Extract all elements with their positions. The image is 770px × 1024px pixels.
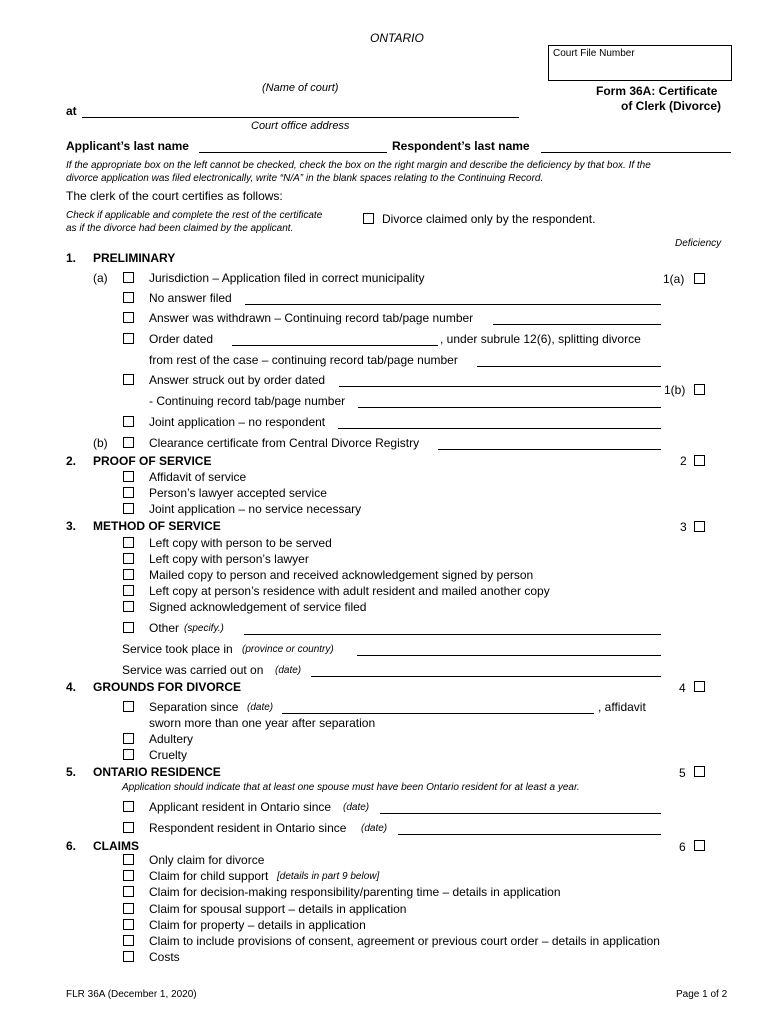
child-support-note: [details in part 9 below] [277, 871, 380, 882]
applicant-last-name-field[interactable] [199, 152, 387, 153]
section4-number: 4. [66, 680, 77, 694]
lawyer-accepted-label: Person’s lawyer accepted service [149, 486, 327, 500]
left-copy-residence-label: Left copy at person’s residence with adult resident and mailed another copy [149, 584, 550, 598]
deficiency-1b-label: 1(b) [664, 383, 686, 397]
deficiency-1b-checkbox[interactable] [694, 384, 705, 395]
joint-no-respondent-field[interactable] [338, 428, 661, 429]
deficiency-4-checkbox[interactable] [694, 681, 705, 692]
child-support-label: Claim for child support [149, 869, 269, 883]
section3-number: 3. [66, 519, 77, 533]
applicant-last-name-label: Applicant’s last name [66, 139, 189, 153]
separation-checkbox[interactable] [123, 701, 134, 712]
jurisdiction-checkbox[interactable] [123, 272, 134, 283]
form-title-line2: of Clerk (Divorce) [621, 99, 722, 113]
joint-no-respondent-checkbox[interactable] [123, 416, 134, 427]
respondent-last-name-label: Respondent’s last name [392, 139, 530, 153]
applicant-resident-date-field[interactable] [380, 813, 661, 814]
respondent-resident-date-field[interactable] [398, 834, 661, 835]
parenting-claim-checkbox[interactable] [123, 886, 134, 897]
continuing-record-field[interactable] [358, 407, 661, 408]
check-if-line2: as if the divorce had been claimed by the applicant. [66, 223, 294, 234]
consent-provisions-checkbox[interactable] [123, 935, 134, 946]
struck-out-date-field[interactable] [339, 386, 661, 387]
other-service-field[interactable] [244, 634, 661, 635]
order-dated-field[interactable] [232, 345, 438, 346]
costs-label: Costs [149, 950, 180, 964]
signed-ack-label: Signed acknowledgement of service filed [149, 600, 367, 614]
sworn-label: sworn more than one year after separation [149, 716, 376, 730]
clearance-label: Clearance certificate from Central Divorce Registry [149, 436, 420, 450]
deficiency-4-label: 4 [679, 681, 686, 695]
only-divorce-checkbox[interactable] [123, 854, 134, 865]
section5-number: 5. [66, 765, 77, 779]
continuing-record-label: - Continuing record tab/page number [149, 394, 346, 408]
s1-a-label: (a) [93, 271, 108, 285]
left-copy-person-checkbox[interactable] [123, 537, 134, 548]
struck-out-label: Answer struck out by order dated [149, 373, 326, 387]
parenting-claim-label: Claim for decision-making responsibility/parenting time – details in application [149, 885, 561, 899]
struck-out-checkbox[interactable] [123, 374, 134, 385]
consent-provisions-label: Claim to include provisions of consent, agreement or previous court order – details in application [149, 934, 660, 948]
deficiency-1a-label: 1(a) [663, 272, 685, 286]
applicant-resident-checkbox[interactable] [123, 801, 134, 812]
service-took-place-label: Service took place in [122, 642, 233, 656]
service-carried-out-label: Service was carried out on [122, 663, 264, 677]
clerk-certifies: The clerk of the court certifies as follows: [66, 189, 283, 203]
section6-number: 6. [66, 839, 77, 853]
at-label: at [66, 104, 77, 118]
order-dated-checkbox[interactable] [123, 333, 134, 344]
lawyer-accepted-checkbox[interactable] [123, 487, 134, 498]
no-answer-checkbox[interactable] [123, 292, 134, 303]
mailed-copy-checkbox[interactable] [123, 569, 134, 580]
cruelty-label: Cruelty [149, 748, 188, 762]
section6-title: CLAIMS [93, 839, 139, 853]
province-heading: ONTARIO [370, 31, 424, 45]
section1-title: PRELIMINARY [93, 251, 176, 265]
clearance-field[interactable] [438, 449, 661, 450]
from-rest-label: from rest of the case – continuing record tab/page number [149, 353, 458, 367]
form-title-line1: Form 36A: Certificate [596, 84, 718, 98]
section1-number: 1. [66, 251, 77, 265]
mailed-copy-label: Mailed copy to person and received acknowledgement signed by person [149, 568, 534, 582]
no-answer-field[interactable] [245, 304, 661, 305]
joint-no-service-checkbox[interactable] [123, 503, 134, 514]
jurisdiction-label: Jurisdiction – Application filed in correct municipality [149, 271, 425, 285]
order-dated-label: Order dated [149, 332, 214, 346]
deficiency-5-label: 5 [679, 766, 686, 780]
deficiency-6-label: 6 [679, 840, 686, 854]
joint-no-respondent-label: Joint application – no respondent [149, 415, 326, 429]
cruelty-checkbox[interactable] [123, 749, 134, 760]
withdrawn-checkbox[interactable] [123, 312, 134, 323]
property-claim-checkbox[interactable] [123, 919, 134, 930]
only-divorce-label: Only claim for divorce [149, 853, 265, 867]
property-claim-label: Claim for property – details in application [149, 918, 366, 932]
court-office-address-field[interactable] [82, 117, 519, 118]
service-date-field[interactable] [311, 676, 661, 677]
spousal-support-checkbox[interactable] [123, 903, 134, 914]
court-office-address-label: Court office address [251, 120, 350, 132]
section2-number: 2. [66, 454, 77, 468]
left-copy-lawyer-checkbox[interactable] [123, 553, 134, 564]
court-file-number-label: Court File Number [553, 48, 635, 59]
section3-title: METHOD OF SERVICE [93, 519, 221, 533]
left-copy-person-label: Left copy with person to be served [149, 536, 332, 550]
respondent-last-name-field[interactable] [541, 152, 731, 153]
adultery-label: Adultery [149, 732, 194, 746]
no-answer-label: No answer filed [149, 291, 232, 305]
child-support-checkbox[interactable] [123, 870, 134, 881]
respondent-only-checkbox[interactable] [363, 213, 374, 224]
other-service-checkbox[interactable] [123, 622, 134, 633]
applicant-resident-label: Applicant resident in Ontario since [149, 800, 332, 814]
deficiency-2-label: 2 [680, 454, 687, 468]
adultery-checkbox[interactable] [123, 733, 134, 744]
withdrawn-label: Answer was withdrawn – Continuing record tab/page number [149, 311, 474, 325]
page-number: Page 1 of 2 [676, 989, 728, 1000]
section4-title: GROUNDS FOR DIVORCE [93, 680, 242, 694]
court-file-number-field[interactable] [548, 45, 732, 81]
separation-date-hint: (date) [247, 702, 274, 713]
affidavit-service-checkbox[interactable] [123, 471, 134, 482]
applicant-date-hint: (date) [343, 802, 370, 813]
deficiency-heading: Deficiency [675, 238, 722, 249]
signed-ack-checkbox[interactable] [123, 601, 134, 612]
respondent-only-label: Divorce claimed only by the respondent. [382, 212, 596, 226]
deficiency-6-checkbox[interactable] [694, 840, 705, 851]
deficiency-3-label: 3 [680, 520, 687, 534]
respondent-resident-label: Respondent resident in Ontario since [149, 821, 347, 835]
affidavit-service-label: Affidavit of service [149, 470, 247, 484]
costs-checkbox[interactable] [123, 951, 134, 962]
subrule-label: , under subrule 12(6), splitting divorce [440, 332, 641, 346]
other-specify-hint: (specify.) [184, 623, 224, 634]
check-if-line1: Check if applicable and complete the rest of the certificate [66, 210, 323, 221]
deficiency-5-checkbox[interactable] [694, 766, 705, 777]
withdrawn-tab-field[interactable] [493, 324, 661, 325]
s1-b-label: (b) [93, 436, 108, 450]
respondent-resident-checkbox[interactable] [123, 822, 134, 833]
residence-note: Application should indicate that at least one spouse must have been Ontario resident for at least a year. [122, 782, 580, 793]
affidavit-label: , affidavit [598, 700, 646, 714]
separation-date-field[interactable] [282, 713, 594, 714]
section5-title: ONTARIO RESIDENCE [93, 765, 221, 779]
province-country-hint: (province or country) [242, 644, 334, 655]
section2-title: PROOF OF SERVICE [93, 454, 212, 468]
service-date-hint: (date) [275, 665, 302, 676]
deficiency-2-checkbox[interactable] [694, 455, 705, 466]
respondent-date-hint: (date) [361, 823, 388, 834]
other-service-label: Other [149, 621, 180, 635]
separation-label: Separation since [149, 700, 239, 714]
deficiency-1a-checkbox[interactable] [694, 273, 705, 284]
name-of-court-label: (Name of court) [262, 82, 339, 94]
clearance-checkbox[interactable] [123, 437, 134, 448]
instructions-line1: If the appropriate box on the left cannot be checked, check the box on the right margin and describe the deficiency by that box. If the [66, 160, 651, 171]
form-id: FLR 36A (December 1, 2020) [66, 989, 197, 1000]
joint-no-service-label: Joint application – no service necessary [149, 502, 362, 516]
left-copy-residence-checkbox[interactable] [123, 585, 134, 596]
left-copy-lawyer-label: Left copy with person’s lawyer [149, 552, 309, 566]
deficiency-3-checkbox[interactable] [694, 521, 705, 532]
instructions-line2: divorce application was filed electronically, write “N/A” in the blank spaces relating to the Continuing Record. [66, 173, 544, 184]
service-place-field[interactable] [357, 655, 661, 656]
spousal-support-label: Claim for spousal support – details in application [149, 902, 407, 916]
from-rest-tab-field[interactable] [477, 366, 661, 367]
